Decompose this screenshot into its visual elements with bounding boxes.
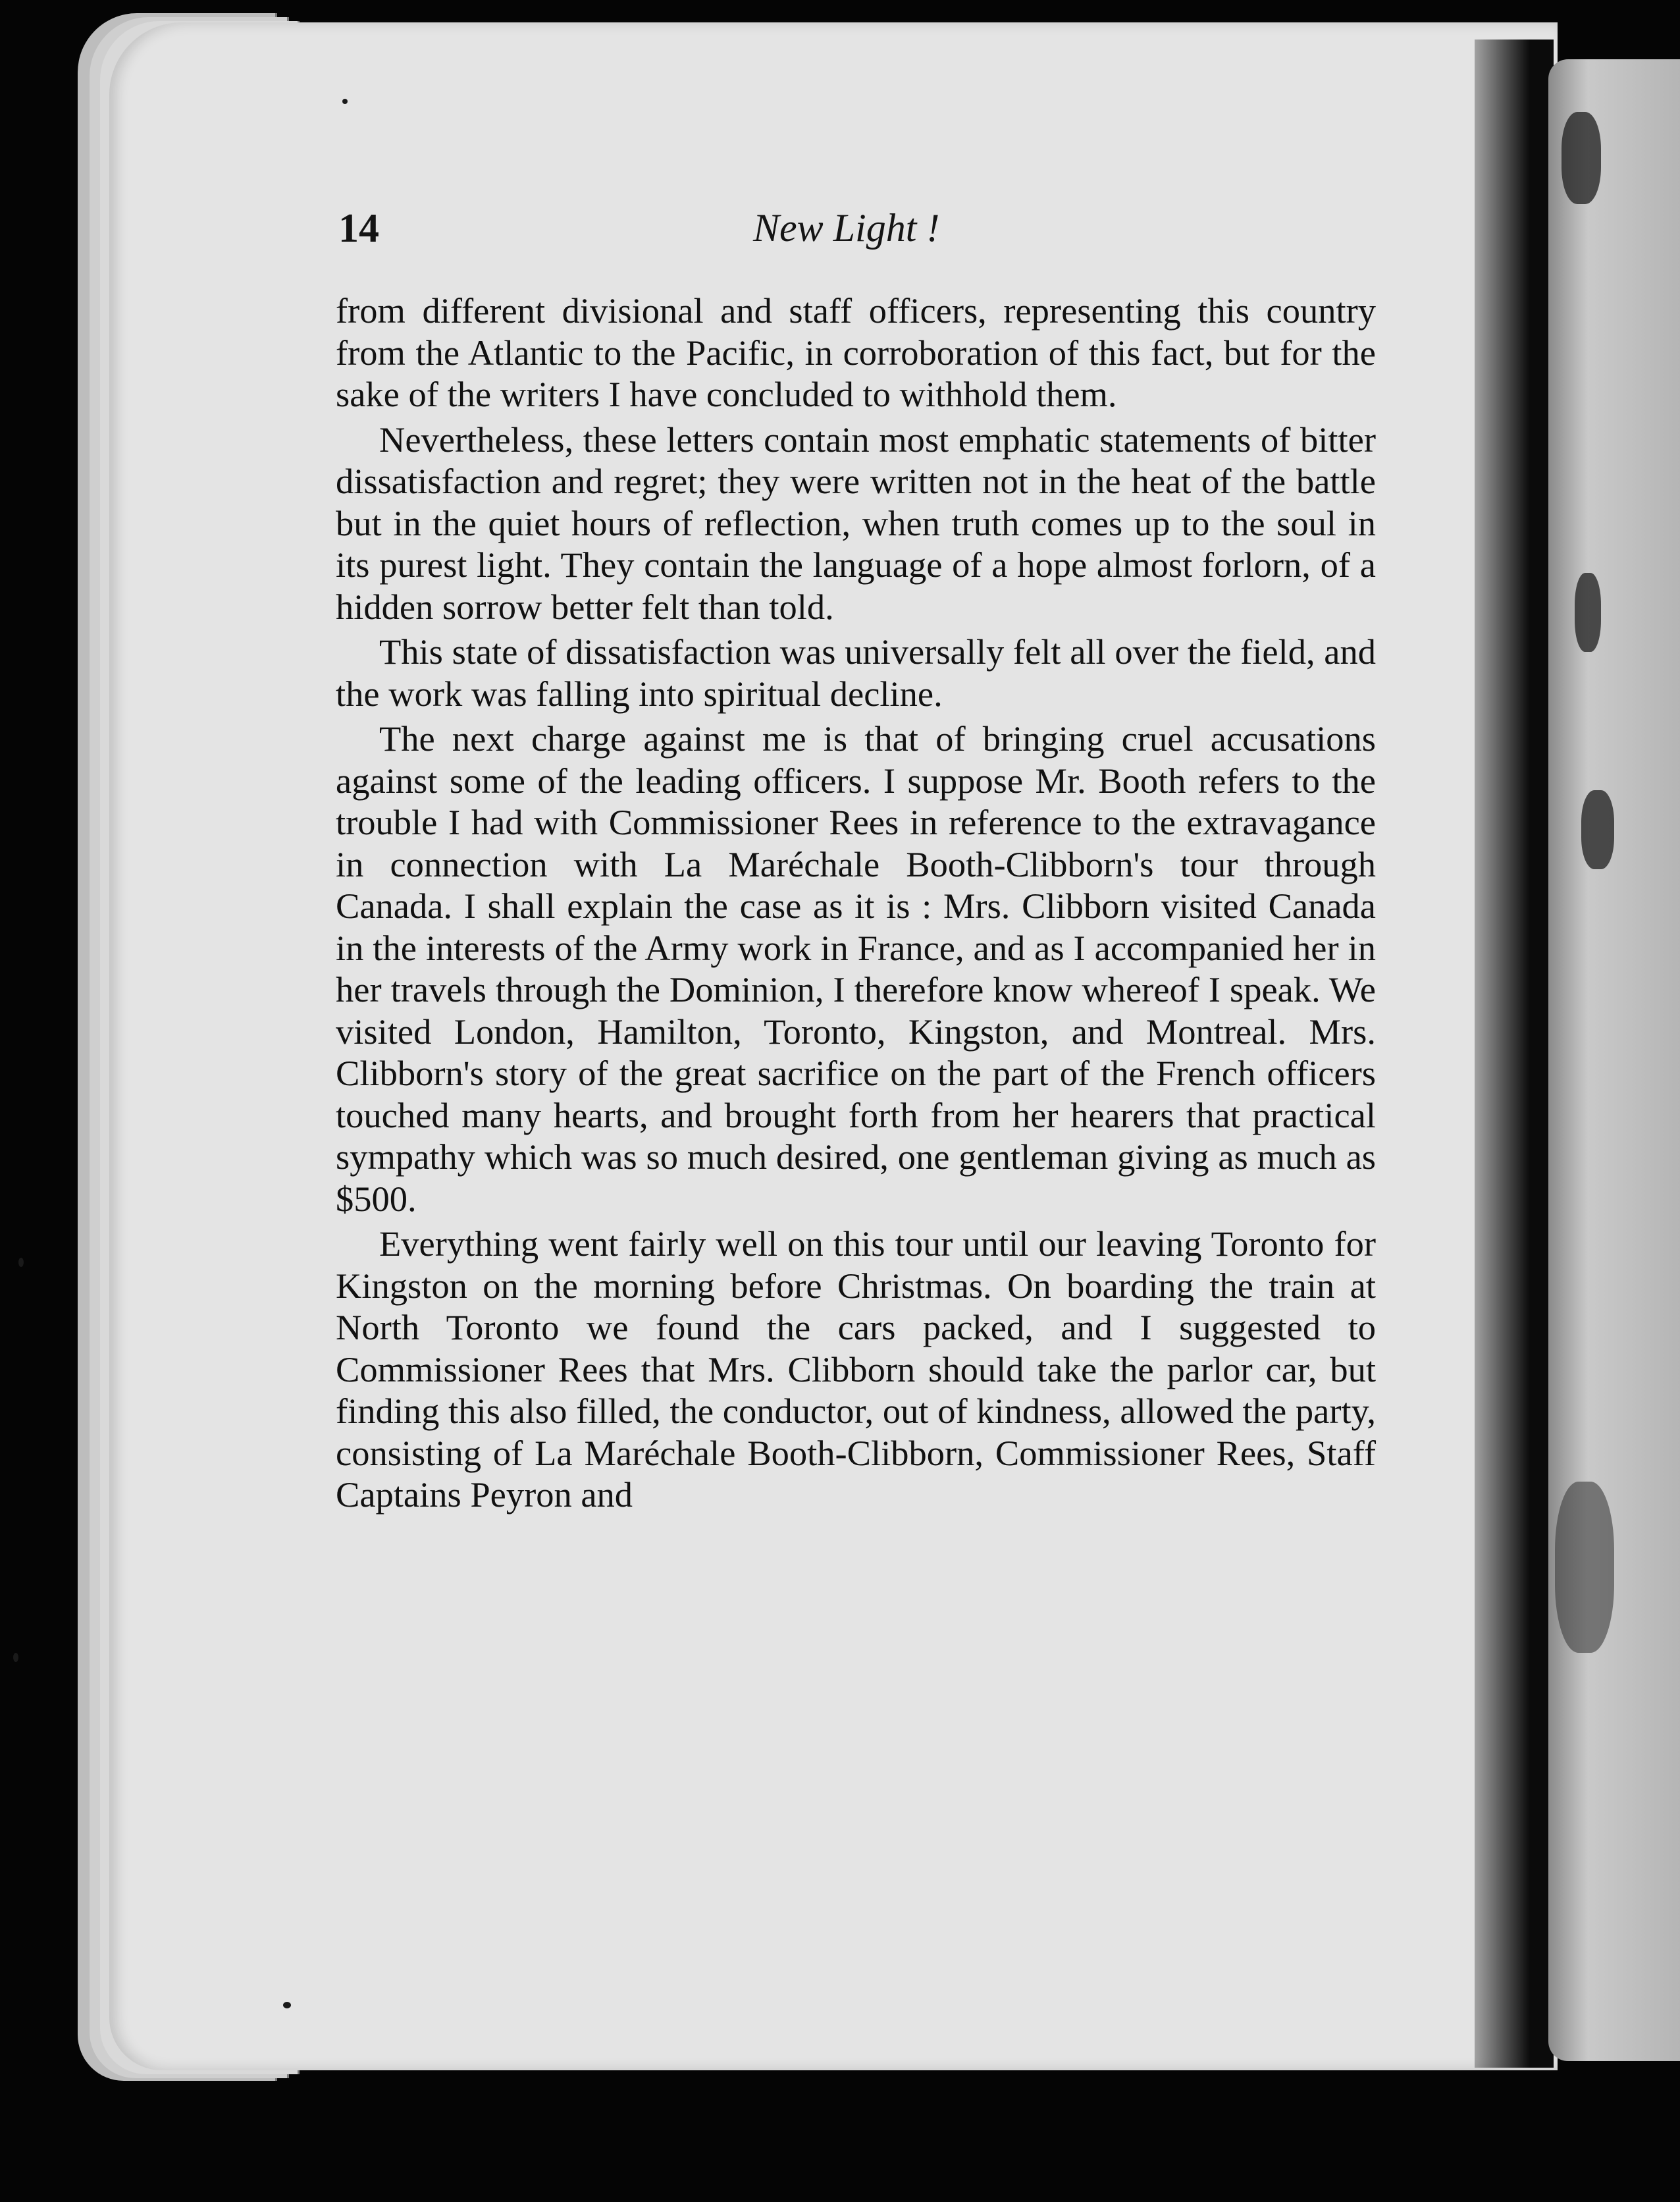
stain-mark	[1555, 1482, 1614, 1653]
page-number: 14	[338, 206, 379, 251]
dust-speck	[283, 2002, 291, 2008]
binding-gutter-shadow	[1475, 40, 1554, 2068]
running-title: New Light !	[753, 206, 940, 250]
page-header	[338, 205, 1392, 258]
dust-speck	[18, 1258, 24, 1267]
stain-mark	[1575, 573, 1601, 652]
paragraph: Nevertheless, these letters contain most emphatic statements of bitter dissatisfaction and regret; they were written not in the heat of the battle but in the quiet hours of reflection, when truth comes up to the soul in its purest light. They contain the language of a hope almost forlorn, of a hidden sorrow better felt than told.	[336, 419, 1376, 627]
body-text	[336, 290, 1376, 1519]
facing-page-edge	[1548, 59, 1680, 2061]
dust-speck	[342, 99, 348, 104]
paragraph: Everything went fairly well on this tour until our leaving Toronto for Kingston on the morning before Christmas. On boarding the train at North Toronto we found the cars packed, and I suggested to Commissioner Rees that Mrs. Clibborn should take the parlor car, but finding this also filled, the conductor, out of kindness, allowed the party, consisting of La Maréchale Booth-Clibborn, Commissioner Rees, Staff Captains Peyron and	[336, 1223, 1376, 1515]
paragraph: This state of dissatisfaction was universally felt all over the field, and the work was falling into spiritual decline.	[336, 631, 1376, 714]
paragraph: The next charge against me is that of bringing cruel accusations against some of the leading officers. I suppose Mr. Booth refers to the trouble I had with Commissioner Rees in reference to the extravagance in connection with La Maréchale Booth-Clibborn's tour through Canada. I shall explain the case as it is : Mrs. Clibborn visited Canada in the interests of the Army work in France, and as I accompanied her in her travels through the Dominion, I therefore know whereof I speak. We visited London, Hamilton, Toronto, Kingston, and Montreal. Mrs. Clibborn's story of the great sacrifice on the part of the French officers touched many hearts, and brought forth from her hearers that practical sympathy which was so much desired, one gentleman giving as much as $500.	[336, 718, 1376, 1219]
dust-speck	[13, 1653, 18, 1662]
stain-mark	[1581, 790, 1614, 869]
paragraph: from different divisional and staff officers, representing this country from the Atlantic to the Pacific, in corroboration of this fact, but for the sake of the writers I have concluded to withhold them.	[336, 290, 1376, 414]
stain-mark	[1562, 112, 1601, 204]
